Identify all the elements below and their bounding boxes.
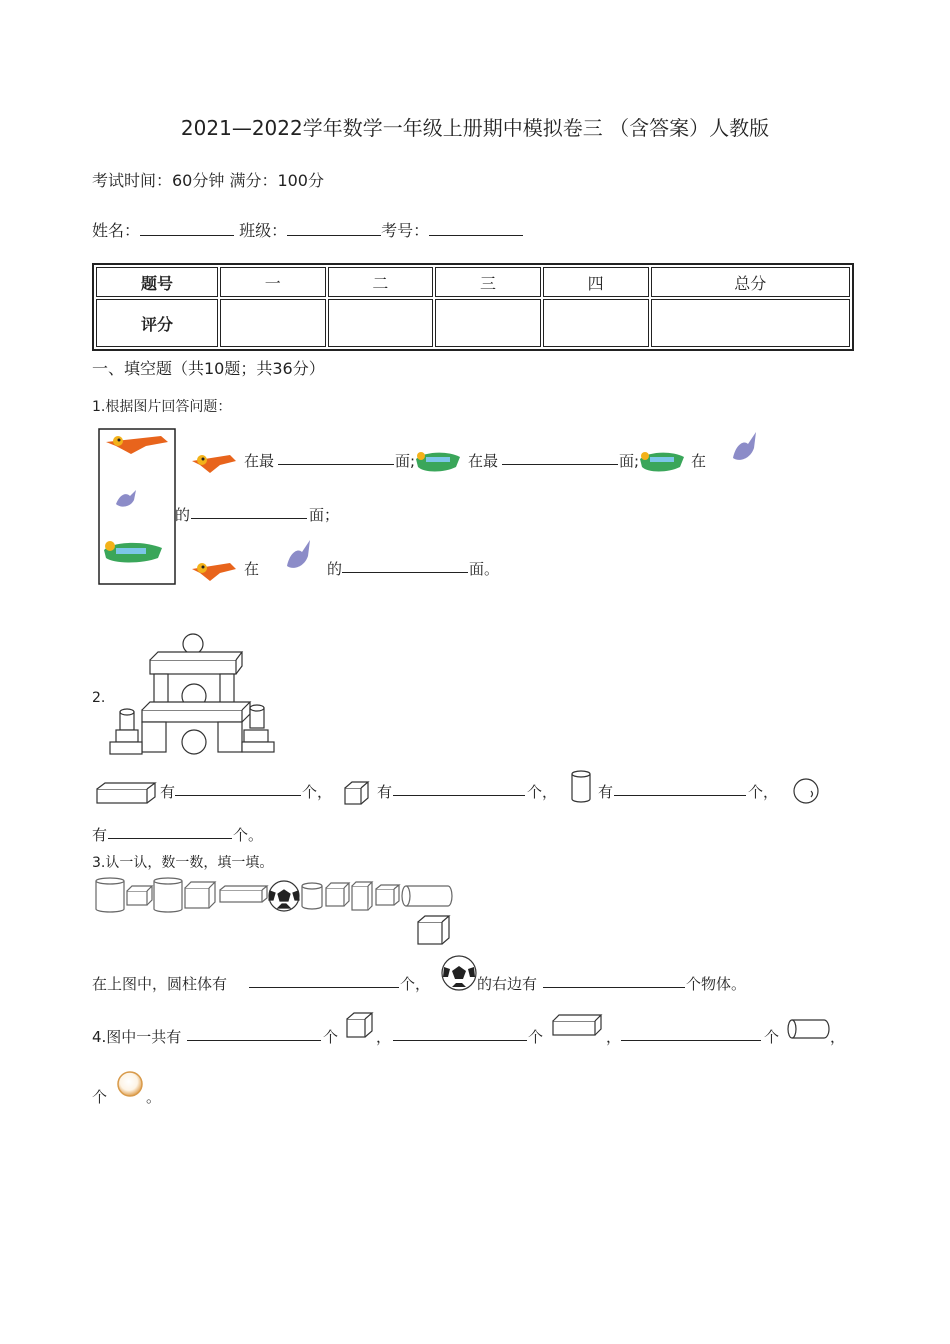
q1-text: 面；: [309, 506, 340, 524]
q4-answer-blank-1[interactable]: [187, 1026, 321, 1041]
q2-text: 个。: [233, 826, 264, 844]
q1-answer-blank-2[interactable]: [502, 450, 618, 465]
q3-text: 的右边有: [477, 975, 538, 993]
q1-prompt: 1.根据图片回答问题：: [92, 399, 232, 415]
q2-text: 个，: [302, 783, 333, 801]
score-row-label: 评分: [96, 299, 218, 347]
q1-text: 面;: [395, 452, 416, 470]
page-title: 2021—2022学年数学一年级上册期中模拟卷三 （含答案）人教版: [180, 116, 770, 140]
soccer-ball-icon: [269, 881, 299, 911]
plane-icon: [106, 436, 168, 454]
student-info-line: [92, 218, 523, 241]
q1-text: 面。: [469, 560, 500, 578]
car-icon: [104, 541, 162, 563]
q4-text: 个: [92, 1088, 108, 1106]
q1-answer-blank-1[interactable]: [278, 450, 394, 465]
plane-icon: [192, 451, 238, 477]
q2-text: 有: [160, 783, 176, 801]
score-cell[interactable]: [543, 299, 649, 347]
q2-number: 2.: [92, 690, 106, 706]
class-label: 班级：: [239, 221, 288, 240]
cuboid-icon: [96, 782, 158, 806]
name-field[interactable]: [140, 221, 234, 236]
score-table-header-row: [96, 267, 850, 297]
score-cell[interactable]: [435, 299, 541, 347]
q3-answer-blank-2[interactable]: [543, 973, 685, 988]
q3-text: 个，: [400, 975, 431, 993]
q2-text: 有: [598, 783, 614, 801]
q2-answer-blank-2[interactable]: [393, 781, 525, 796]
q4-text: ，: [830, 1028, 846, 1046]
score-cell[interactable]: [328, 299, 434, 347]
q4-text: 个: [764, 1028, 780, 1046]
class-field[interactable]: [287, 221, 381, 236]
id-label: 考号：: [381, 221, 430, 240]
bird-icon: [116, 490, 136, 507]
q1-text: 在: [244, 560, 260, 578]
q2-answer-blank-3[interactable]: [614, 781, 746, 796]
q1-answer-blank-4[interactable]: [342, 558, 468, 573]
q1-text: 的: [327, 560, 343, 578]
q4-answer-blank-3[interactable]: [621, 1026, 761, 1041]
plane-icon: [192, 559, 238, 585]
header-cell: 一: [220, 267, 326, 297]
header-cell: 四: [543, 267, 649, 297]
q2-text: 有: [92, 826, 108, 844]
sphere-icon: [116, 1070, 146, 1100]
q4-text: 个: [528, 1028, 544, 1046]
score-table: [92, 263, 854, 351]
exam-info: 考试时间：60分钟 满分：100分: [92, 171, 324, 190]
score-cell[interactable]: [651, 299, 851, 347]
section1-title: 一、填空题（共10题；共36分）: [92, 359, 325, 378]
car-icon: [638, 449, 686, 475]
q2-text: 个，: [527, 783, 558, 801]
header-cell: 二: [328, 267, 434, 297]
q1-answer-blank-3[interactable]: [191, 504, 307, 519]
score-table-score-row: [96, 299, 850, 347]
q3-text: 在上图中，圆柱体有: [92, 975, 228, 993]
header-cell: 三: [435, 267, 541, 297]
score-cell[interactable]: [220, 299, 326, 347]
id-field[interactable]: [429, 221, 523, 236]
cuboid-icon: [552, 1014, 604, 1038]
header-cell: 总分: [651, 267, 851, 297]
q2-answer-blank-1[interactable]: [175, 781, 301, 796]
header-cell: 题号: [96, 267, 218, 297]
q1-text: 在最: [468, 452, 499, 470]
q3-answer-blank-1[interactable]: [249, 973, 399, 988]
q4-text: 4.图中一共有: [92, 1028, 182, 1046]
q1-text: 在: [691, 452, 707, 470]
q3-prompt: 3.认一认，数一数，填一填。: [92, 855, 274, 871]
q2-block-building: [108, 634, 283, 756]
car-icon: [414, 449, 462, 475]
q1-text: 面;: [619, 452, 640, 470]
q4-text: ，: [606, 1028, 622, 1046]
bird-icon: [284, 538, 314, 572]
q1-text: 的: [175, 506, 191, 524]
q3-text: 个物体。: [686, 975, 747, 993]
q1-text: 在最: [244, 452, 275, 470]
q2-answer-blank-4[interactable]: [108, 824, 232, 839]
bird-icon: [730, 430, 760, 464]
cube-icon: [344, 781, 372, 805]
q4-answer-blank-2[interactable]: [393, 1026, 527, 1041]
q4-text: 。: [146, 1088, 162, 1106]
q2-text: 有: [377, 783, 393, 801]
cylinder-icon: [571, 770, 593, 804]
q3-solids-row: [92, 876, 462, 948]
q1-picture-box: [98, 428, 178, 586]
q4-text: ，: [376, 1028, 392, 1046]
name-label: 姓名：: [92, 221, 141, 240]
cylinder-icon: [787, 1018, 831, 1040]
cube-icon: [346, 1012, 374, 1040]
q4-text: 个: [323, 1028, 339, 1046]
sphere-icon: [793, 778, 821, 806]
q2-text: 个，: [748, 783, 779, 801]
soccer-ball-icon: [441, 955, 477, 991]
